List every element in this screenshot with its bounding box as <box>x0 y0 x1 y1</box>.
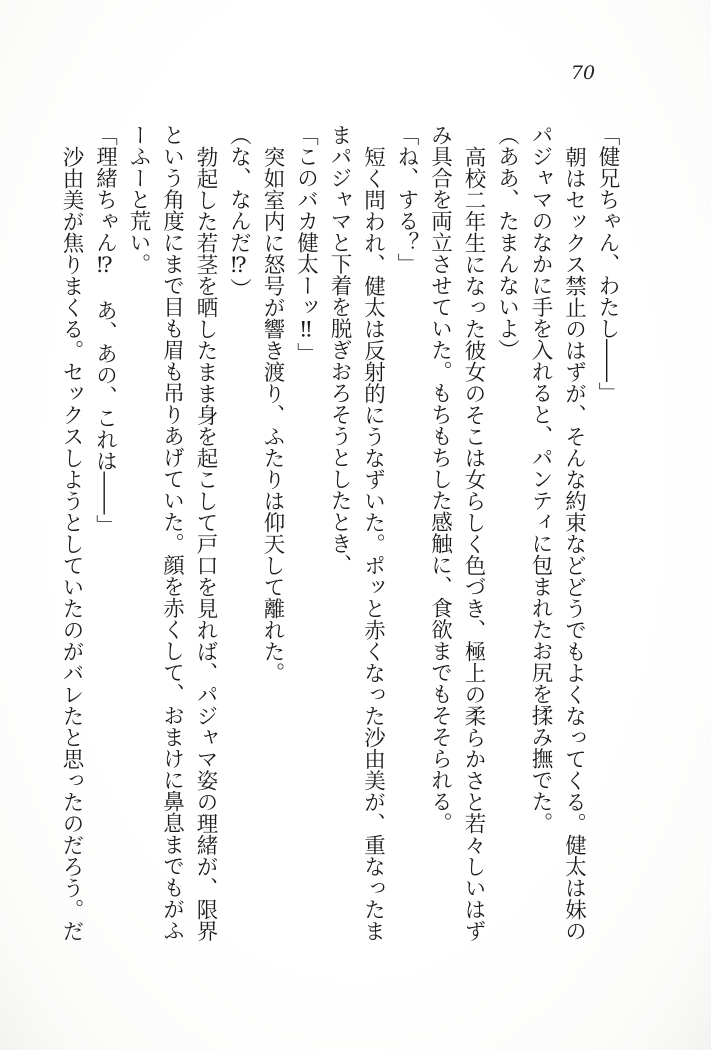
paragraph: （な、なんだ⁉） <box>226 124 252 300</box>
paragraph: 朝はセックス禁止のはずが、そんな約束などどうでもよくなってくる。健太は妹のパジャマのなかに手を入れると、パンティに包まれたお尻を揉み撫でた。 <box>528 124 587 941</box>
page-text <box>54 124 624 945</box>
paragraph: （ああ、たまんないよ） <box>494 124 520 361</box>
paragraph: 「理緒ちゃん⁉ あ、あの、これは――」 <box>92 124 118 536</box>
paragraph: 沙由美が焦りまくる。セックスしようとしていたのがバレたと思ったのだろう。だ <box>59 145 84 941</box>
paragraph: 高校二年生になった彼女のそこは女らしく色づき、極上の柔らかさと若々しいはずみ具合を両立させていた。もちもちした感触に、食欲までもそそられる。 <box>427 124 486 941</box>
paragraph: 「健兄ちゃん、わたし――」 <box>595 124 620 404</box>
paragraph: 突如室内に怒号が響き渡り、ふたりは仰天して離れた。 <box>260 145 285 683</box>
paragraph: 勃起した若茎を晒したまま身を起こして戸口を見れば、パジャマ姿の理緒が、限界という角度にまで目も眉も吊りあげていた。顔を赤くして、おまけに鼻息までもがふーふーと荒い。 <box>126 124 218 941</box>
paragraph: 「ね、する？」 <box>394 124 419 275</box>
paragraph: 短く問われ、健太は反射的にうなずいた。ポッと赤くなった沙由美が、重なったままパジャマと下着を脱ぎおろそうとしたとき、 <box>327 124 386 941</box>
page-number: 70 <box>570 62 596 84</box>
paragraph: 「このバカ健太ーッ‼」 <box>293 124 319 364</box>
